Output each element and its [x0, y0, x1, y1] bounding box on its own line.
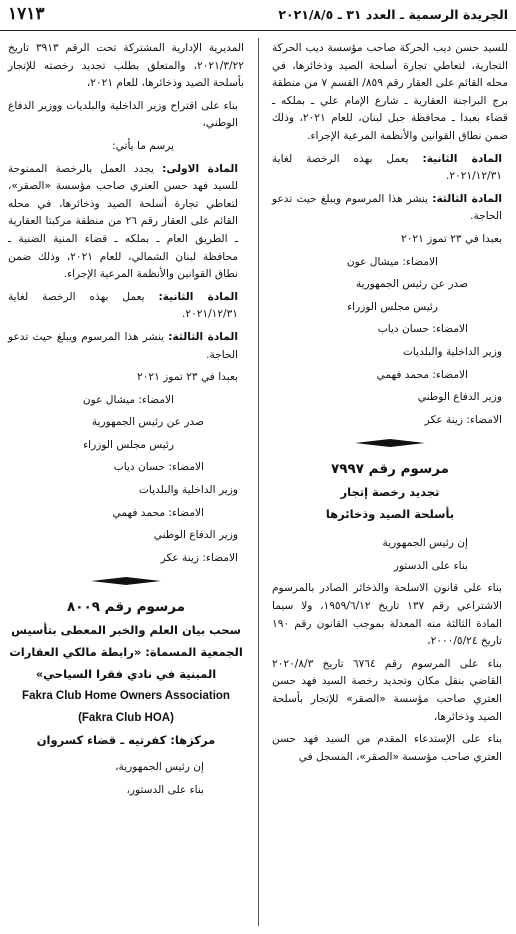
- association-seat: مركزها: كفرتيه ـ قضاء كسروان: [36, 733, 216, 748]
- signature-defense-minister: الامضاء: زينة عكر: [424, 413, 502, 426]
- gazette-title: الجريدة الرسمية ـ العدد ٣١ ـ ٢٠٢١/٨/٥: [278, 7, 508, 22]
- defense-minister-title: وزير الدفاع الوطني: [417, 391, 502, 404]
- left-column: [8, 40, 244, 805]
- request-paragraph: بناء على الإستدعاء المقدم من السيد فهد حسن العتري صاحب مؤسسة «الصقر»، المسجل في: [272, 733, 502, 763]
- interior-minister-title: وزير الداخلية والبلديات: [402, 345, 502, 358]
- decree-8009-subtitle-1: سحب بيان العلم والخبر المعطى بتأسيس: [11, 623, 241, 638]
- proposal-paragraph: بناء على اقتراح وزير الداخلية والبلديات ووزير الدفاع الوطني،: [8, 99, 238, 130]
- section-separator: [355, 439, 425, 447]
- decrees-following: يرسم ما يأتي:: [112, 139, 174, 152]
- president-preamble: إن رئيس الجمهورية: [382, 537, 468, 550]
- association-english-abbrev: (Fakra Club HOA): [78, 712, 174, 725]
- article-2-text: يعمل بهذه الرخصة لغاية ٢٠٢١/١٢/٣١.: [272, 152, 502, 183]
- article-2: [272, 151, 508, 186]
- signature-president: الامضاء: ميشال عون: [82, 393, 174, 406]
- article-3-label: المادة الثالثة:: [432, 192, 502, 205]
- decree-8009-subtitle-3: المبنية في نادي فقرا السياحي»: [35, 667, 217, 682]
- article-2-label: المادة الثانية:: [158, 290, 238, 303]
- association-english-name: Fakra Club Home Owners Association: [22, 690, 230, 703]
- right-column: [272, 40, 508, 771]
- decree-8009-title: مرسوم رقم ٨٠٠٩: [67, 599, 185, 616]
- section-separator: [91, 577, 161, 585]
- decree-8009-subtitle-2: الجمعية المسماة: «رابطة مالكي العقارات: [9, 645, 243, 660]
- signing-date: بعبدا في ٢٣ تموز ٢٠٢١: [401, 232, 502, 245]
- article-1-text: يجدد العمل بالرخصة الممنوحة للسيد فهد حسن العتري صاحب مؤسسة «الصقر»، لتعاطي تجارة أسلحة الصيد وذخائرها، في محله القائم على العقار رقم ٢٦ من منطقة مركبتا العقارية ـ الطريق العام ـ بملكه ـ قضاء المنية الضنية ـ محافظة لبنان الشمالي، للعام ٢٠٢١، وذلك ضمن نطاق القوانين والأنظمة المرعية الإجراء.: [8, 162, 239, 281]
- decree-continuation-paragraph: للسيد حسن ديب الحركة صاحب مؤسسة ديب الحركة التجارية، لتعاطي تجارة أسلحة الصيد وذخائرها، في محله القائم على العقار رقم ٨٥٩/ القسم ٧ من منطقة برج البراجنة العقارية ـ شارع الإمام علي ـ بملكه ـ قضاء بعبدا ـ محافظة جبل لبنان، للعام ٢٠٢١، وذلك ضمن نطاق القوانين والأنظمة المرعية الإجراء.: [272, 42, 508, 142]
- signature-interior-minister: الامضاء: محمد فهمي: [112, 506, 204, 519]
- arms-law-paragraph: بناء على قانون الاسلحة والذخائر الصادر بالمرسوم الاشتراعي رقم ١٣٧ تاريخ ١٩٥٩/٦/١٢، ولا سيما المادة الثالثة منه المعدلة بموجب القانون رقم ١٩٠ تاريخ ٢٠٠٠/٥/٢٤،: [272, 582, 502, 648]
- prime-minister-title: رئيس مجلس الوزراء: [83, 438, 174, 451]
- signature-defense-minister: الامضاء: زينة عكر: [160, 551, 238, 564]
- article-3: [272, 191, 508, 226]
- signature-prime-minister: الامضاء: حسان دياب: [113, 461, 204, 474]
- constitution-preamble: بناء على الدستور: [393, 559, 468, 572]
- article-1: [8, 161, 244, 284]
- request-continuation-paragraph: المديرية الإدارية المشتركة تحت الرقم ٣٩١٣ تاريخ ٢٠٢١/٣/٢٢، والمتعلق بطلب تجديد رخصته للإتجار بأسلحة الصيد وذخائرها، للعام ٢٠٢١،: [8, 42, 244, 90]
- previous-decree-paragraph: بناء على المرسوم رقم ٦٧٦٤ تاريخ ٢٠٢٠/٨/٣ القاضي بنقل مكان وتجديد رخصة السيد فهد حسن العتري صاحب مؤسسة «الصقر» للإتجار بأسلحة الصيد وذخائرها،: [272, 657, 502, 723]
- article-2: [8, 289, 244, 324]
- column-divider: [258, 38, 259, 926]
- signature-president: الامضاء: ميشال عون: [346, 255, 438, 268]
- constitution-preamble: بناء على الدستور،: [126, 784, 204, 797]
- decree-7997-subtitle-2: بأسلحة الصيد وذخائرها: [325, 507, 455, 522]
- decree-7997-title: مرسوم رقم ٧٩٩٧: [331, 461, 449, 478]
- article-2-text: يعمل بهذه الرخصة لغاية ٢٠٢١/١٢/٣١.: [8, 290, 238, 321]
- issued-by: صدر عن رئيس الجمهورية: [355, 278, 468, 291]
- decree-7997-subtitle-1: تجديد رخصة إتجار: [340, 485, 440, 500]
- article-2-label: المادة الثانية:: [422, 152, 502, 165]
- interior-minister-title: وزير الداخلية والبلديات: [138, 484, 238, 497]
- article-3-text: ينشر هذا المرسوم ويبلغ حيث تدعو الحاجة.: [8, 330, 238, 361]
- signature-prime-minister: الامضاء: حسان دياب: [377, 323, 468, 336]
- prime-minister-title: رئيس مجلس الوزراء: [347, 300, 438, 313]
- page-header: [0, 0, 516, 31]
- article-3-label: المادة الثالثة:: [168, 330, 238, 343]
- defense-minister-title: وزير الدفاع الوطني: [153, 529, 238, 542]
- page-number: ١٧١٣: [8, 4, 45, 24]
- signing-date: بعبدا في ٢٣ تموز ٢٠٢١: [137, 371, 238, 384]
- issued-by: صدر عن رئيس الجمهورية: [91, 416, 204, 429]
- article-3-text: ينشر هذا المرسوم ويبلغ حيث تدعو الحاجة.: [272, 192, 502, 223]
- article-3: [8, 329, 244, 364]
- president-preamble: إن رئيس الجمهورية،: [115, 761, 204, 774]
- article-1-label: المادة الاولى:: [162, 162, 239, 175]
- signature-interior-minister: الامضاء: محمد فهمي: [376, 368, 468, 381]
